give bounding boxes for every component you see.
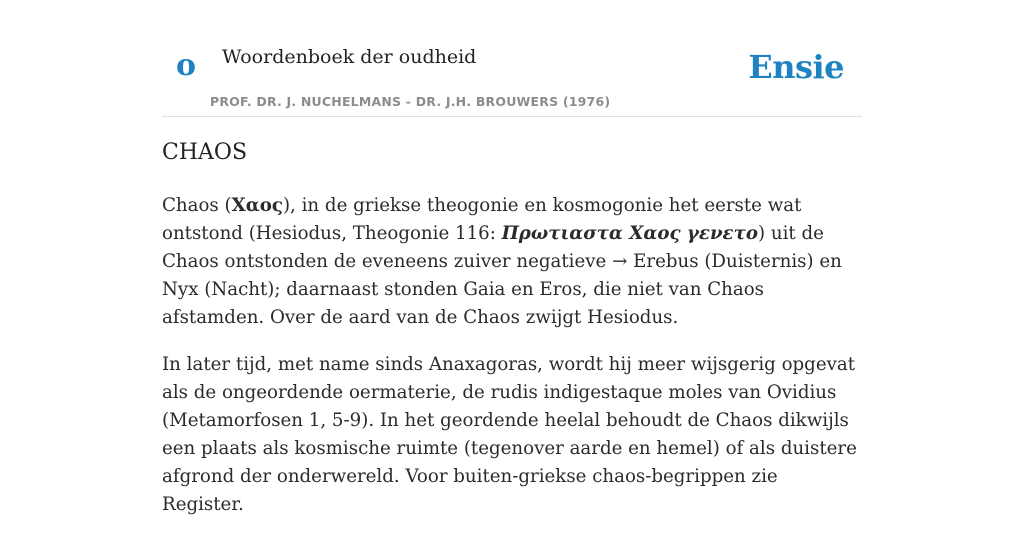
entry-headword: CHAOS xyxy=(162,140,248,165)
p1-text-3: ) uit de Chaos ontstonden de eveneens zuiver negatieve xyxy=(162,223,824,272)
paragraph-2: In later tijd, met name sinds Anaxagoras, wordt hij meer wijsgerig opgevat als de ongeordende oermaterie, de rudis indigestaque moles van Ovidius (Metamorfosen 1, 5-9). In het geordende heelal behoudt de Chaos dikwijls een plaats als kosmische ruimte (tegenover aarde en hemel) of als duistere afgrond der onderwereld. Voor buiten-griekse chaos-begrippen zie Register. xyxy=(162,354,857,515)
p1-text-2: ), in de griekse theogonie en kosmogonie het eerste wat ontstond (Hesiodus, Theogonie 116: xyxy=(162,195,802,244)
dictionary-authors: PROF. DR. J. NUCHELMANS - DR. J.H. BROUWERS (1976) xyxy=(210,94,611,109)
dictionary-header xyxy=(162,0,862,117)
paragraph-1 xyxy=(162,192,862,332)
entry-body xyxy=(162,192,862,538)
arrow-icon: → xyxy=(612,251,628,272)
erebus-link[interactable]: Erebus xyxy=(627,251,699,272)
index-letter[interactable]: o xyxy=(176,48,197,83)
dictionary-title[interactable]: Woordenboek der oudheid xyxy=(222,46,477,68)
greek-quote: Πρωτιαστα Χαος γενετο xyxy=(501,223,758,244)
p1-text-4: (Duisternis) en Nyx (Nacht); daarnaast stonden Gaia en Eros, die niet van Chaos afstamden. Over de aard van de Chaos zwijgt Hesiodus. xyxy=(162,251,842,328)
ensie-logo-link[interactable]: Ensie xyxy=(748,48,844,86)
greek-term: Χαος xyxy=(231,195,283,216)
p1-text-1: Chaos ( xyxy=(162,195,232,216)
page xyxy=(162,0,862,515)
